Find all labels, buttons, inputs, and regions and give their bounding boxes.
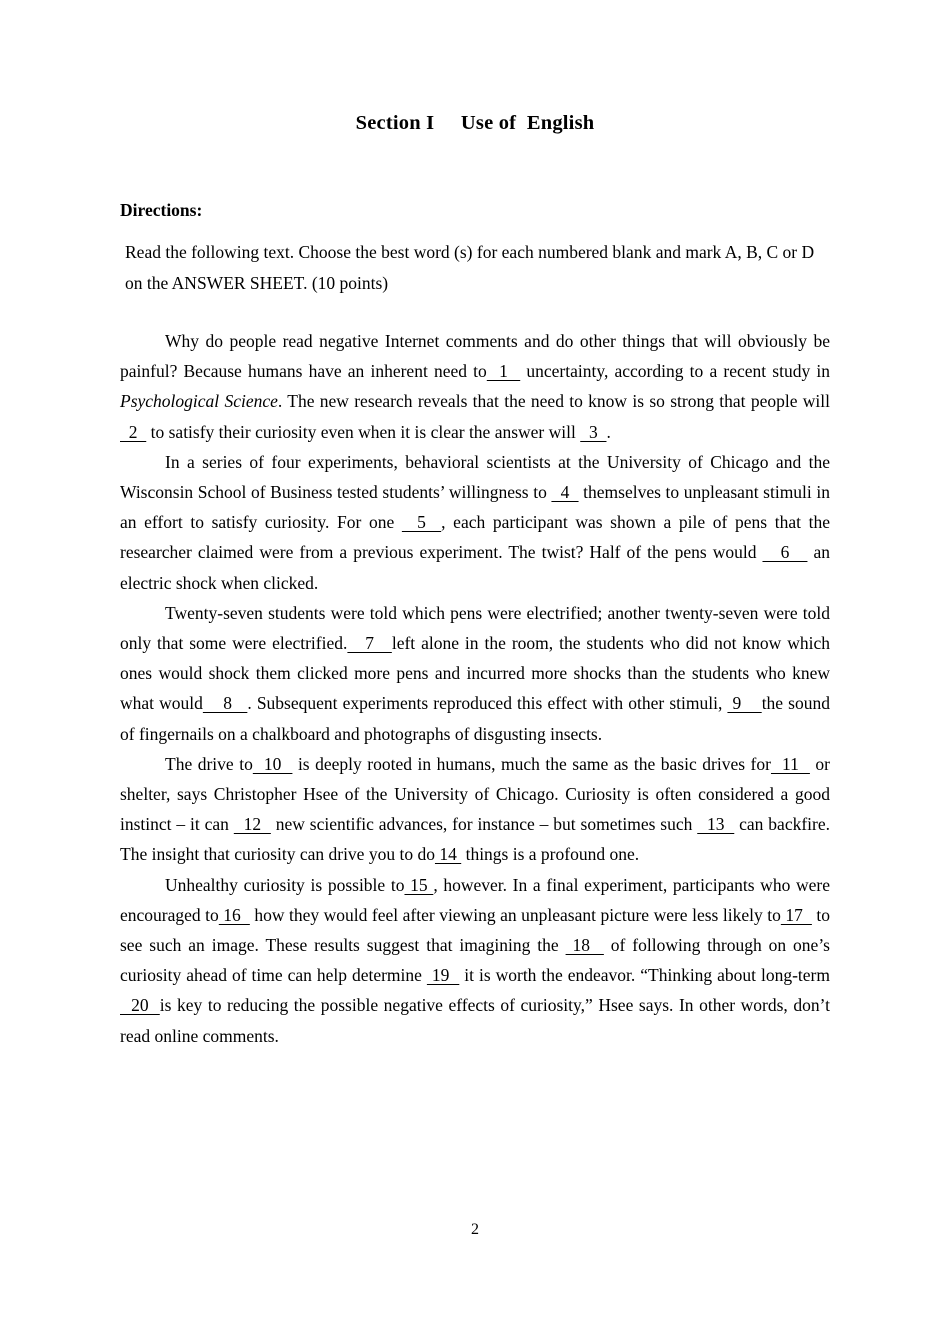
passage-text: , however. In a final experiment, participants who were encouraged to (120, 874, 830, 925)
numbered-blank[interactable]: 2 (120, 421, 147, 442)
passage-paragraph (120, 749, 830, 870)
passage-text: is key to reducing the possible negative effects of curiosity,” Hsee says. In other words, don’t read online comments. (120, 995, 830, 1046)
numbered-blank[interactable]: 10 (252, 753, 293, 774)
numbered-blank[interactable]: 15 (404, 874, 434, 895)
passage-text: . The new research reveals that the need to know is so strong that people will (277, 391, 830, 412)
passage-text: themselves to unpleasant stimuli in an effort to satisfy curiosity. For one (120, 482, 830, 533)
passage-text: In a series of four experiments, behavioral scientists at the University of Chicago and the Wisconsin School of Business tested students’ willingness to (120, 451, 830, 503)
numbered-blank[interactable]: 5 (401, 512, 442, 533)
passage-text: . (606, 421, 611, 442)
numbered-blank[interactable]: 12 (233, 814, 271, 835)
numbered-blank[interactable]: 4 (551, 482, 579, 503)
passage-text: Twenty-seven students were told which pens were electrified; another twenty-seven were told only that some were electrified. (120, 602, 830, 654)
passage-text: Why do people read negative Internet comments and do other things that will obviously be painful? Because humans have an inherent need to (120, 331, 830, 382)
numbered-blank[interactable]: 6 (762, 542, 808, 563)
passage-text: an electric shock when clicked. (120, 542, 831, 593)
numbered-blank[interactable]: 3 (580, 421, 607, 442)
passage-text: to satisfy their curiosity even when it is clear the answer will (146, 421, 581, 442)
page-number: 2 (471, 1221, 479, 1238)
passage-paragraph (120, 870, 830, 1051)
passage-text: uncertainty, according to a recent study in (520, 361, 830, 382)
numbered-blank[interactable]: 13 (697, 814, 735, 835)
italic-title: Psychological Science (120, 391, 278, 412)
passage-text: . Subsequent experiments reproduced this effect with other stimuli, (247, 693, 728, 714)
passage-text: , each participant was shown a pile of pens that the researcher claimed were from a previous experiment. The twist? Half of the pens would (120, 512, 830, 563)
page-title: Section I Use of English (355, 112, 595, 134)
passage-text: things is a profound one. (461, 844, 640, 865)
passage-text: how they would feel after viewing an unpleasant picture were less likely to (249, 904, 781, 925)
directions-label: Directions: (120, 199, 203, 220)
passage-text: Unhealthy curiosity is possible to (165, 874, 405, 895)
passage-text: new scientific advances, for instance – but sometimes such (270, 814, 698, 835)
numbered-blank[interactable]: 11 (770, 753, 810, 774)
numbered-blank[interactable]: 9 (727, 693, 762, 714)
document-content (120, 0, 830, 1051)
passage-text: to see such an image. These results suggest that imagining the (120, 904, 830, 956)
passage-paragraph (120, 598, 830, 749)
numbered-blank[interactable]: 20 (120, 995, 160, 1016)
numbered-blank[interactable]: 19 (426, 965, 460, 986)
numbered-blank[interactable]: 8 (202, 693, 248, 714)
numbered-blank[interactable]: 14 (434, 844, 462, 865)
numbered-blank[interactable]: 16 (218, 904, 250, 925)
numbered-blank[interactable]: 18 (565, 935, 604, 956)
passage-text: is deeply rooted in humans, much the same as the basic drives for (292, 753, 771, 774)
numbered-blank[interactable]: 1 (486, 361, 521, 382)
numbered-blank[interactable]: 7 (347, 633, 392, 654)
passage-text: can backfire. The insight that curiosity can drive you to do (120, 814, 831, 865)
passage-text: left alone in the room, the students who did not know which ones would shock them clicked more pens and incurred more shocks than the students who knew what would (120, 633, 831, 714)
passage-text: it is worth the endeavor. “Thinking about long-term (459, 965, 831, 986)
passage-text: the sound of fingernails on a chalkboard and photographs of disgusting insects. (120, 693, 830, 744)
passage-paragraph (120, 326, 830, 447)
passage-paragraph (120, 447, 830, 598)
passage-text: of following through on one’s curiosity ahead of time can help determine (120, 935, 830, 986)
directions-text: Read the following text. Choose the best word (s) for each numbered blank and mark A, B, C or D on the ANSWER SHEET. (10 points) (125, 242, 815, 293)
numbered-blank[interactable]: 17 (780, 904, 812, 925)
passage-body (120, 298, 830, 1051)
passage-text: The drive to (165, 753, 253, 774)
passage-text: or shelter, says Christopher Hsee of the University of Chicago. Curiosity is often considered a good instinct – it can (120, 753, 831, 835)
